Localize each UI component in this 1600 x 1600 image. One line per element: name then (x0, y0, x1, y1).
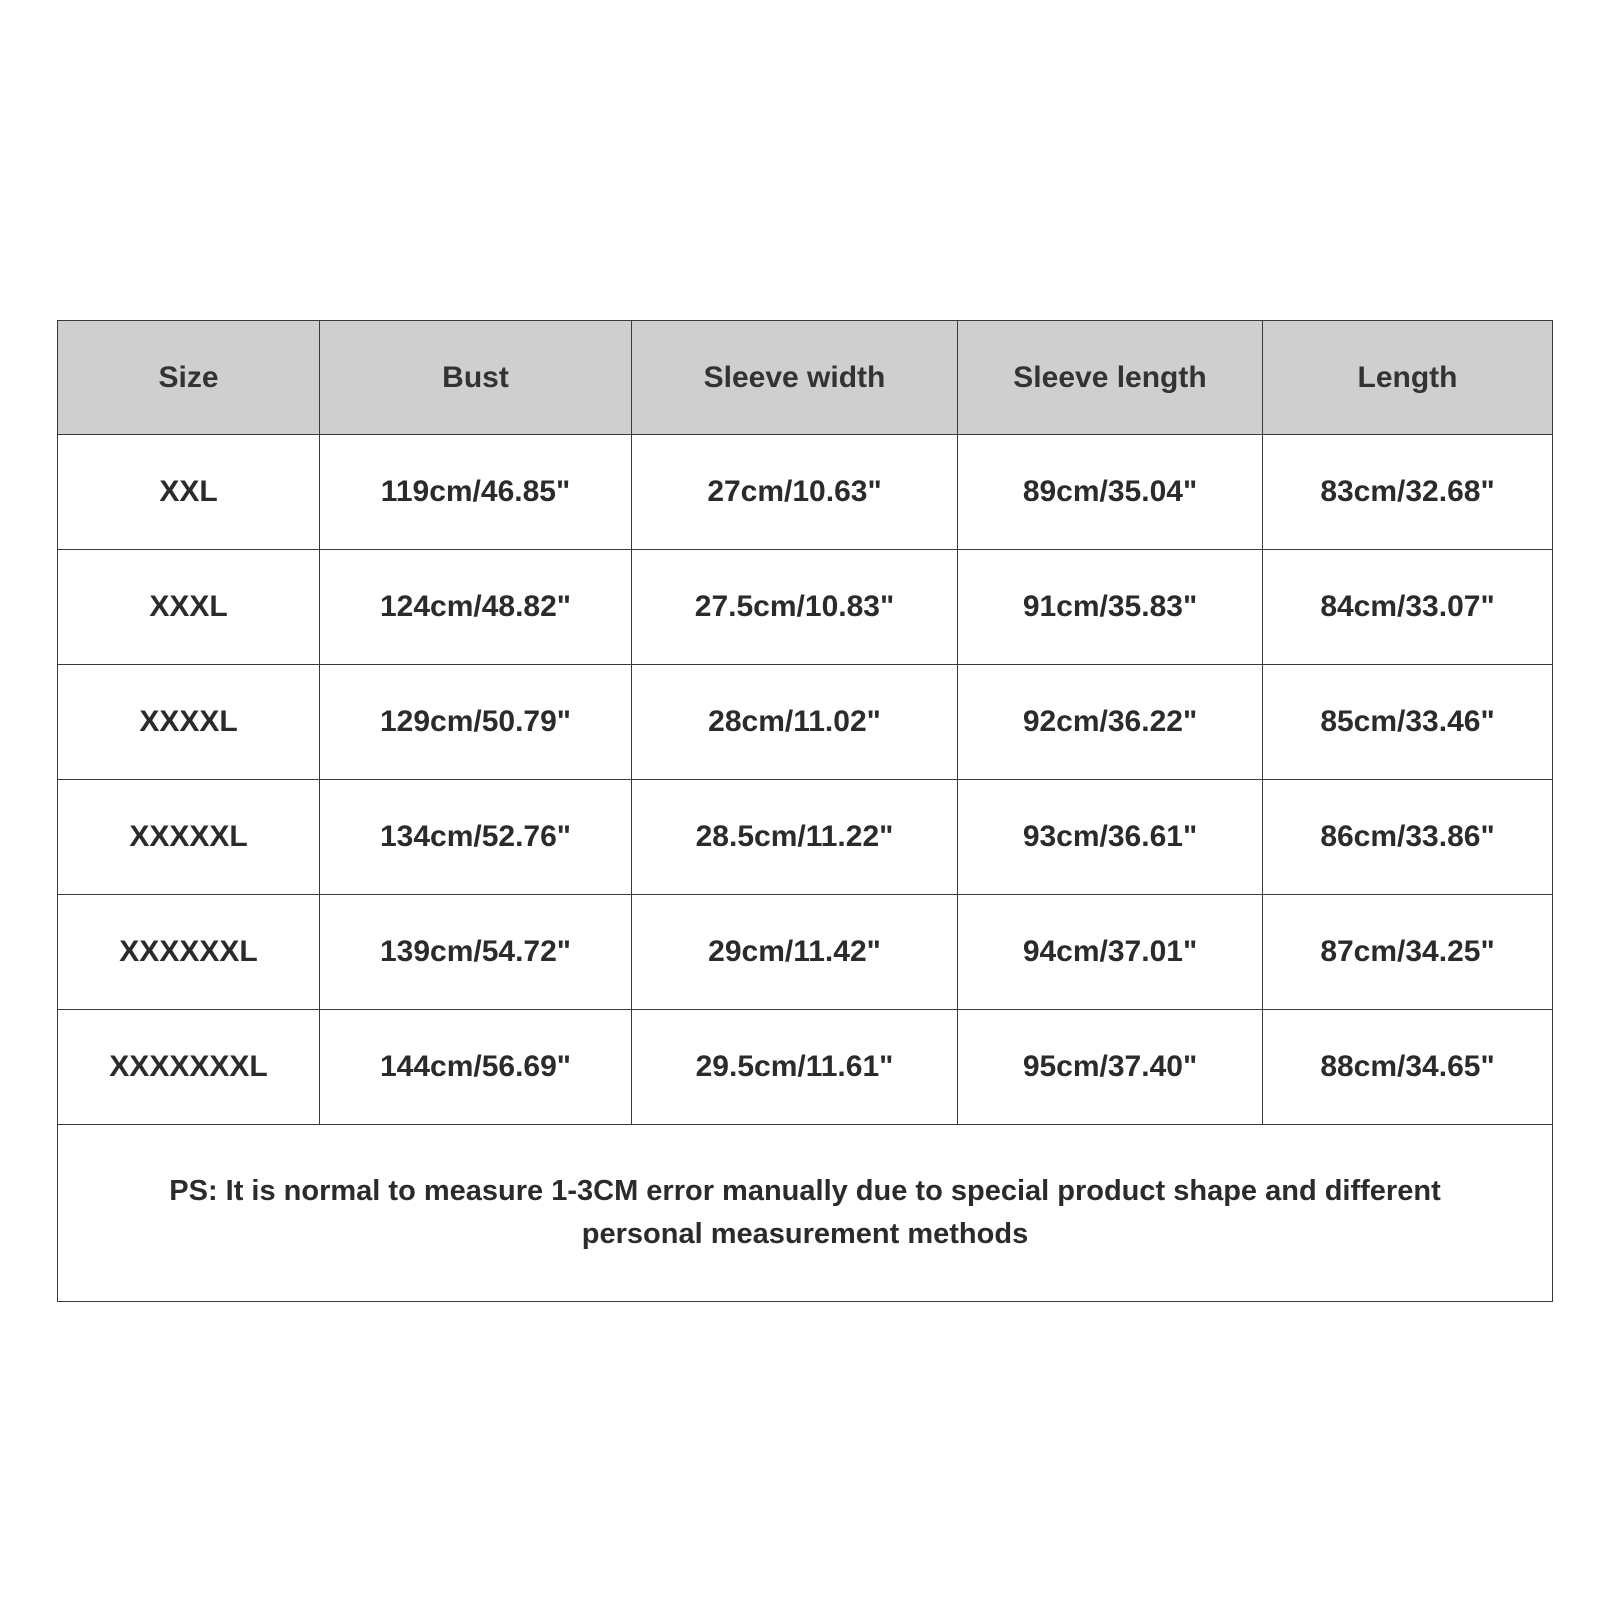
size-chart-footer (58, 1125, 1553, 1302)
header-length: Length (1263, 321, 1553, 435)
cell-bust: 124cm/48.82" (320, 550, 632, 665)
header-size: Size (58, 321, 320, 435)
cell-bust: 139cm/54.72" (320, 895, 632, 1010)
cell-bust: 134cm/52.76" (320, 780, 632, 895)
size-chart-table (57, 320, 1553, 1302)
cell-sleeve-length: 94cm/37.01" (958, 895, 1263, 1010)
cell-length: 86cm/33.86" (1263, 780, 1553, 895)
cell-length: 84cm/33.07" (1263, 550, 1553, 665)
header-sleeve-width: Sleeve width (632, 321, 958, 435)
cell-sleeve-width: 29.5cm/11.61" (632, 1010, 958, 1125)
cell-bust: 144cm/56.69" (320, 1010, 632, 1125)
table-row (58, 435, 1553, 550)
cell-size: XXXXL (58, 665, 320, 780)
cell-size: XXXXXL (58, 780, 320, 895)
cell-length: 85cm/33.46" (1263, 665, 1553, 780)
cell-length: 83cm/32.68" (1263, 435, 1553, 550)
cell-size: XXL (58, 435, 320, 550)
cell-sleeve-width: 28cm/11.02" (632, 665, 958, 780)
table-row (58, 1010, 1553, 1125)
size-chart-header (58, 321, 1553, 435)
cell-sleeve-width: 27.5cm/10.83" (632, 550, 958, 665)
cell-size: XXXXXXL (58, 895, 320, 1010)
cell-sleeve-length: 93cm/36.61" (958, 780, 1263, 895)
cell-sleeve-length: 89cm/35.04" (958, 435, 1263, 550)
measurement-note: PS: It is normal to measure 1-3CM error manually due to special product shape and different personal measurement methods (58, 1125, 1553, 1302)
note-row (58, 1125, 1553, 1302)
cell-bust: 119cm/46.85" (320, 435, 632, 550)
table-row (58, 550, 1553, 665)
header-bust: Bust (320, 321, 632, 435)
cell-sleeve-length: 91cm/35.83" (958, 550, 1263, 665)
cell-sleeve-width: 27cm/10.63" (632, 435, 958, 550)
cell-sleeve-width: 29cm/11.42" (632, 895, 958, 1010)
cell-bust: 129cm/50.79" (320, 665, 632, 780)
cell-size: XXXL (58, 550, 320, 665)
cell-sleeve-length: 92cm/36.22" (958, 665, 1263, 780)
header-row (58, 321, 1553, 435)
header-sleeve-length: Sleeve length (958, 321, 1263, 435)
cell-length: 88cm/34.65" (1263, 1010, 1553, 1125)
cell-length: 87cm/34.25" (1263, 895, 1553, 1010)
cell-sleeve-width: 28.5cm/11.22" (632, 780, 958, 895)
table-row (58, 665, 1553, 780)
cell-sleeve-length: 95cm/37.40" (958, 1010, 1263, 1125)
cell-size: XXXXXXXL (58, 1010, 320, 1125)
table-row (58, 780, 1553, 895)
size-chart-body (58, 435, 1553, 1125)
table-row (58, 895, 1553, 1010)
